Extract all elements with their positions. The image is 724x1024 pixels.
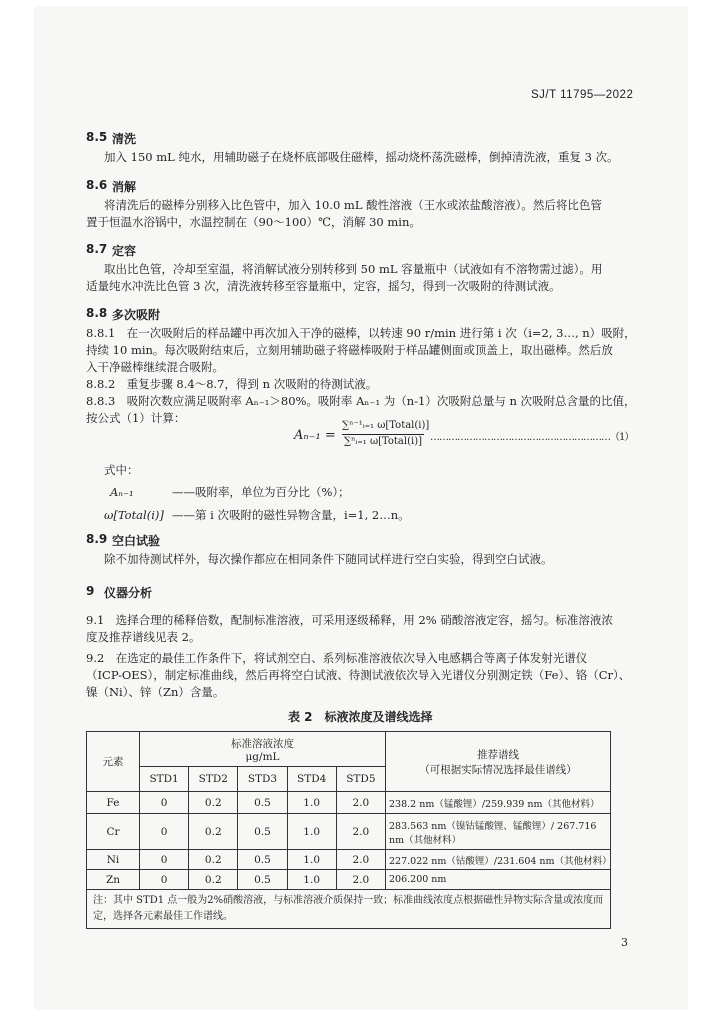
def-2-symbol: ω[Total(i)] <box>104 508 164 522</box>
section-8-5-number: 8.5 <box>86 130 108 144</box>
header-conc-label: 标准溶液浓度 <box>231 737 294 750</box>
para-9-1-line1: 9.1 选择合理的稀释倍数，配制标准溶液，可采用逐级稀释，用 2% 硝酸溶液定容，摇匀。标准溶液浓 <box>86 613 613 627</box>
cell-value: 0 <box>140 870 189 890</box>
table-row <box>87 850 611 870</box>
cell-line: 283.563 nm（镍钴锰酸锂、锰酸锂）/ 267.716 nm（其他材料） <box>386 814 611 850</box>
cell-value: 2.0 <box>336 814 385 850</box>
header-conc <box>140 732 386 767</box>
header-std5: STD5 <box>336 767 385 792</box>
def-1-text: ——吸附率，单位为百分比（%）； <box>172 485 350 499</box>
header-std4: STD4 <box>287 767 336 792</box>
cell-element: Ni <box>87 850 140 870</box>
cell-value: 1.0 <box>287 814 336 850</box>
cell-element: Fe <box>87 792 140 814</box>
cell-value: 0.5 <box>238 850 287 870</box>
standards-table <box>86 731 611 929</box>
cell-value: 0.2 <box>189 870 238 890</box>
section-8-5-title: 清洗 <box>112 132 137 146</box>
header-element: 元素 <box>87 732 140 792</box>
para-8-7-line1: 取出比色管，冷却至室温，将消解试液分别转移到 50 mL 容量瓶中（试液如有不溶物需过滤）。用 <box>104 262 603 276</box>
section-8-8-number: 8.8 <box>86 306 108 320</box>
cell-value: 0.2 <box>189 850 238 870</box>
para-8-9: 除不加待测试样外，每次操作都应在相同条件下随同试样进行空白实验，得到空白试液。 <box>104 552 553 566</box>
formula-lhs: Aₙ₋₁ = <box>294 428 336 443</box>
cell-line: 206.200 nm <box>386 870 611 890</box>
cell-line: 238.2 nm（锰酸锂）/259.939 nm（其他材料） <box>386 792 611 814</box>
formula-numerator: ∑ⁿ⁻¹ᵢ₌₁ ω[Total(i)] <box>342 420 430 431</box>
section-8-6-title: 消解 <box>112 180 137 194</box>
section-8-8-title: 多次吸附 <box>112 308 161 322</box>
cell-value: 0 <box>140 850 189 870</box>
table-row <box>87 814 611 850</box>
cell-element: Cr <box>87 814 140 850</box>
def-1-symbol: Aₙ₋₁ <box>110 485 134 499</box>
section-9-number: 9 <box>86 584 95 598</box>
para-9-2-line1: 9.2 在选定的最佳工作条件下，将试剂空白、系列标准溶液依次导入电感耦合等离子体发射光谱仪 <box>86 651 588 665</box>
para-9-2-line3: 镍（Ni）、锌（Zn）含量。 <box>86 685 225 699</box>
header-line-sub: （可根据实际情况选择最佳谱线） <box>419 763 577 776</box>
cell-value: 2.0 <box>336 850 385 870</box>
table-note-row <box>87 890 611 929</box>
para-9-1-line2: 度及推荐谱线见表 2。 <box>86 630 201 644</box>
page-number: 3 <box>621 936 628 949</box>
para-8-6-line1: 将清洗后的磁棒分别移入比色管中，加入 10.0 mL 酸性溶液（王水或浓盐酸溶液）。然后将比色管 <box>104 198 602 212</box>
cell-value: 0.2 <box>189 792 238 814</box>
para-8-5: 加入 150 mL 纯水，用辅助磁子在烧杯底部吸住磁棒，摇动烧杯荡洗磁棒，倒掉清洗液，重复 3 次。 <box>104 150 619 164</box>
cell-value: 2.0 <box>336 792 385 814</box>
where-label: 式中： <box>104 463 139 477</box>
table-row <box>87 870 611 890</box>
formula-fraction-bar <box>342 434 424 435</box>
def-2-text: ——第 i 次吸附的磁性异物含量，i=1, 2…n。 <box>172 508 410 522</box>
para-8-8-3-line2: 按公式（1）计算： <box>86 411 186 425</box>
section-9-title: 仪器分析 <box>104 586 153 600</box>
para-8-6-line2: 置于恒温水浴锅中，水温控制在（90～100）℃，消解 30 min。 <box>86 215 421 229</box>
cell-value: 0 <box>140 792 189 814</box>
standard-code: SJ/T 11795—2022 <box>531 89 634 101</box>
section-8-7-number: 8.7 <box>86 242 108 256</box>
section-8-6-number: 8.6 <box>86 178 108 192</box>
table-caption: 表 2 标液浓度及谱线选择 <box>288 710 433 724</box>
header-std3: STD3 <box>238 767 287 792</box>
cell-value: 1.0 <box>287 850 336 870</box>
para-9-2-line2: （ICP-OES），制定标准曲线，然后再将空白试液、待测试液依次导入光谱仪分别测定铁（Fe）、铬（Cr）、 <box>86 668 631 682</box>
cell-value: 0 <box>140 814 189 850</box>
header-conc-unit: μg/mL <box>245 750 280 763</box>
header-std2: STD2 <box>189 767 238 792</box>
table-note: 注：其中 STD1 点一般为2%硝酸溶液，与标准溶液介质保持一致；标准曲线浓度点根据磁性异物实际含量或浓度而定，选择各元素最佳工作谱线。 <box>87 890 611 929</box>
table-header-row-1 <box>87 732 611 767</box>
cell-value: 2.0 <box>336 870 385 890</box>
section-8-9-title: 空白试验 <box>112 534 161 548</box>
header-line <box>386 732 611 792</box>
section-8-9-number: 8.9 <box>86 532 108 546</box>
formula-number: ……………………………………………………（1） <box>430 432 634 443</box>
para-8-7-line2: 适量纯水冲洗比色管 3 次，清洗液转移至容量瓶中，定容，摇匀，得到一次吸附的待测试液。 <box>86 279 561 293</box>
cell-line: 227.022 nm（钴酸锂）/231.604 nm（其他材料） <box>386 850 611 870</box>
cell-value: 0.5 <box>238 792 287 814</box>
header-line-label: 推荐谱线 <box>477 748 519 761</box>
section-8-7-title: 定容 <box>112 244 137 258</box>
para-8-8-1-line1: 8.8.1 在一次吸附后的样品罐中再次加入干净的磁棒，以转速 90 r/min 进行第 i 次（i=2, 3…, n）吸附， <box>86 326 636 340</box>
cell-value: 1.0 <box>287 870 336 890</box>
cell-value: 0.5 <box>238 814 287 850</box>
para-8-8-3-line1: 8.8.3 吸附次数应满足吸附率 Aₙ₋₁＞80%。吸附率 Aₙ₋₁ 为（n-1）次吸附总量与 n 次吸附总含量的比值， <box>86 394 636 408</box>
para-8-8-1-line2: 持续 10 min。每次吸附结束后，立刻用辅助磁子将磁棒吸附于样品罐侧面或顶盖上，取出磁棒。然后放 <box>86 343 613 357</box>
cell-value: 1.0 <box>287 792 336 814</box>
header-std1: STD1 <box>140 767 189 792</box>
table-row <box>87 792 611 814</box>
para-8-8-1-line3: 入干净磁棒继续混合吸附。 <box>86 360 224 374</box>
cell-value: 0.5 <box>238 870 287 890</box>
cell-value: 0.2 <box>189 814 238 850</box>
para-8-8-2: 8.8.2 重复步骤 8.4～8.7，得到 n 次吸附的待测试液。 <box>86 377 378 391</box>
formula-denominator: ∑ⁿᵢ₌₁ ω[Total(i)] <box>344 436 422 447</box>
cell-element: Zn <box>87 870 140 890</box>
